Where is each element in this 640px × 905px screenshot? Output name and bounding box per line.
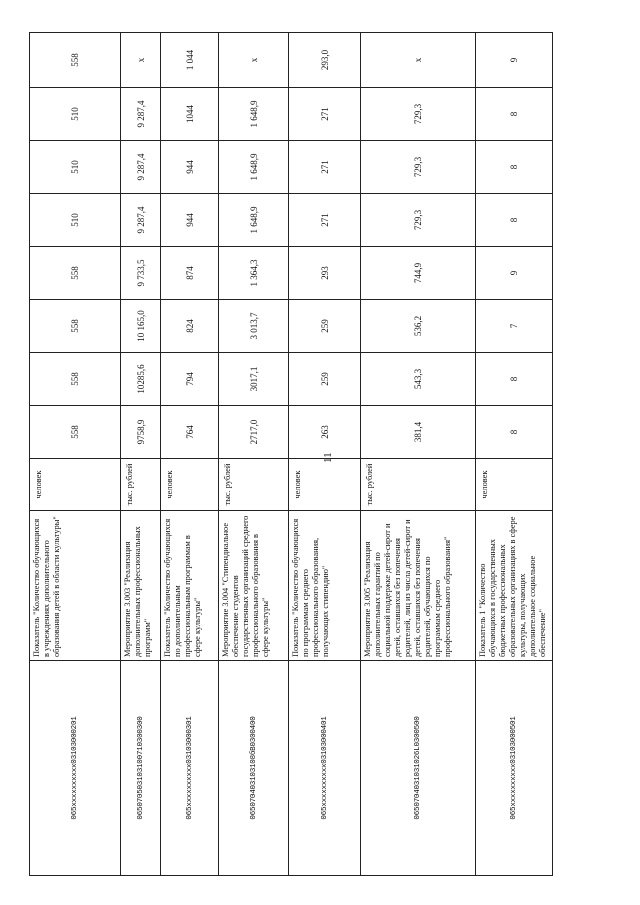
code-digit: 0	[71, 737, 79, 743]
value-cell: 8	[476, 353, 553, 406]
code-digit: x	[320, 793, 329, 799]
value-cell: 729,3	[361, 141, 476, 194]
value-cell: 9 733,5	[121, 247, 161, 300]
code-digit: 1	[136, 746, 145, 751]
code-digit: 0	[71, 746, 79, 751]
code-digit: x	[320, 776, 329, 781]
code-digit: 5	[136, 806, 145, 811]
value-cell: 558	[30, 406, 121, 459]
code-digit: 0	[185, 720, 194, 726]
code-digit: 1	[136, 776, 145, 781]
code-digit: 0	[185, 729, 194, 734]
code-digit: 4	[249, 789, 258, 794]
code-digit: 7	[136, 797, 145, 803]
code-digit: 6	[185, 810, 194, 816]
value-cell: 2717,0	[219, 406, 289, 459]
code-digit: 0	[249, 729, 258, 734]
value-cell: 558	[30, 33, 121, 88]
value-cell: 8	[476, 406, 553, 459]
code-digit: 0	[414, 802, 422, 807]
table-row	[121, 33, 161, 876]
code-digit: 5	[510, 806, 518, 811]
code-digit: 6	[320, 810, 329, 816]
unit-cell: тыс. рублей	[121, 459, 161, 511]
value-cell: 510	[30, 141, 121, 194]
row-name: Показатель "Количество обучающихся в учреждениях дополнительного образования детей в области культуры"	[30, 511, 121, 661]
value-cell: 263	[289, 406, 361, 459]
value-cell: х	[219, 33, 289, 88]
code-digit: 0	[414, 815, 422, 820]
code-digit: 0	[136, 720, 145, 726]
code-digit: 0	[136, 716, 145, 721]
code-digit: x	[185, 780, 194, 786]
code-digit: 3	[136, 724, 145, 730]
code-digit: 3	[136, 780, 145, 786]
code-digit: x	[320, 763, 329, 768]
code-digit: 0	[71, 733, 79, 738]
value-cell: 874	[161, 247, 219, 300]
code-digit: 6	[414, 810, 422, 816]
code-digit: 0	[414, 793, 422, 799]
code-digit: 0	[136, 759, 145, 764]
budget-code	[30, 661, 121, 876]
code-digit: 0	[249, 815, 258, 820]
code-digit: 0	[185, 746, 194, 751]
code-digit: 6	[249, 810, 258, 816]
code-digit: x	[320, 797, 329, 803]
code-digit: 0	[185, 759, 194, 764]
code-digit: 0	[320, 815, 329, 820]
code-digit: 0	[136, 793, 145, 799]
code-digit: 1	[136, 763, 145, 768]
code-digit: 4	[320, 724, 329, 730]
value-cell: 3 013,7	[219, 300, 289, 353]
code-digit: x	[320, 767, 329, 773]
code-digit: 0	[510, 737, 518, 743]
value-cell: 794	[161, 353, 219, 406]
code-digit: 3	[249, 767, 258, 773]
code-digit: 3	[136, 767, 145, 773]
code-digit: 0	[414, 733, 422, 738]
code-digit: 1	[185, 716, 194, 721]
code-digit: x	[510, 797, 518, 803]
row-name: Мероприятие 3.005 "Реализация дополнительных гарантий по социальной поддержке детей-сирот и детей, оставшихся без попечения родителей, лиц из числа детей-сирот и детей, оставшихся без попечения родителей, обучающихся по программам среднего профессионального образования"	[361, 511, 476, 661]
value-cell: 1 648,9	[219, 194, 289, 247]
code-digit: x	[510, 802, 518, 807]
code-digit: x	[71, 789, 79, 794]
code-digit: 1	[414, 776, 422, 781]
code-digit: 1	[320, 750, 329, 756]
code-digit: 0	[185, 737, 194, 743]
code-digit: 7	[414, 797, 422, 803]
code-digit: x	[185, 793, 194, 799]
value-cell: 9758,9	[121, 406, 161, 459]
code-digit: x	[71, 802, 79, 807]
unit-cell: человек	[476, 459, 553, 511]
value-cell: 1 044	[161, 33, 219, 88]
value-cell: 271	[289, 141, 361, 194]
code-digit: 5	[414, 724, 422, 730]
code-digit: 0	[510, 720, 518, 726]
value-cell: 1 364,3	[219, 247, 289, 300]
table-row	[476, 33, 553, 876]
value-cell: 8	[476, 141, 553, 194]
code-digit: 0	[249, 720, 258, 726]
code-digit: 8	[249, 754, 258, 760]
code-digit: 0	[71, 759, 79, 764]
code-digit: 3	[414, 737, 422, 743]
code-digit: 5	[71, 806, 79, 811]
code-digit: 0	[249, 772, 258, 777]
value-cell: 1 648,9	[219, 141, 289, 194]
budget-code	[219, 661, 289, 876]
code-digit: 0	[185, 815, 194, 820]
value-cell: 259	[289, 353, 361, 406]
code-digit: 2	[71, 724, 79, 730]
code-digit: x	[510, 767, 518, 773]
code-digit: 4	[249, 724, 258, 730]
code-digit: 0	[136, 802, 145, 807]
value-cell: 764	[161, 406, 219, 459]
code-digit: 4	[414, 789, 422, 794]
code-digit: x	[510, 780, 518, 786]
value-cell: 293	[289, 247, 361, 300]
code-digit: 3	[185, 741, 194, 747]
code-digit: x	[185, 776, 194, 781]
code-digit: x	[71, 780, 79, 786]
value-cell: 7	[476, 300, 553, 353]
value-cell: 8	[476, 194, 553, 247]
code-digit: 1	[249, 776, 258, 781]
table-row	[161, 33, 219, 876]
code-digit: 3	[185, 754, 194, 760]
code-digit: x	[320, 784, 329, 790]
code-digit: x	[185, 763, 194, 768]
code-digit: 5	[414, 806, 422, 811]
value-cell: 729,3	[361, 194, 476, 247]
value-cell: 9	[476, 33, 553, 88]
value-cell: 944	[161, 194, 219, 247]
code-digit: 6	[71, 810, 79, 816]
code-digit: б	[249, 750, 258, 756]
code-digit: 0	[320, 759, 329, 764]
code-digit: 0	[414, 716, 422, 721]
code-digit: 0	[136, 815, 145, 820]
code-digit: x	[510, 789, 518, 794]
code-digit: x	[510, 793, 518, 799]
code-digit: 1	[320, 716, 329, 721]
code-digit: x	[510, 772, 518, 777]
code-digit: 3	[414, 780, 422, 786]
code-digit: x	[71, 772, 79, 777]
table-row	[289, 33, 361, 876]
code-digit: x	[320, 802, 329, 807]
row-name: Мероприятие 3.003 "Реализация дополнительных профессиональных программ"	[121, 511, 161, 661]
code-digit: 6	[510, 810, 518, 816]
code-digit: x	[71, 763, 79, 768]
value-cell: 3017,1	[219, 353, 289, 406]
value-cell: 9 287,4	[121, 141, 161, 194]
unit-cell: тыс. рублей	[361, 459, 476, 511]
row-name: Показатель 1 "Количество обучающихся в государственных бюджетных профессиональных образовательных организациях в сфере культуры, получающих дополнительное социальное обеспечение"	[476, 511, 553, 661]
code-digit: 0	[249, 759, 258, 764]
code-digit: 0	[510, 746, 518, 751]
value-cell: 8	[476, 88, 553, 141]
table-row	[361, 33, 476, 876]
value-cell: 1 648,9	[219, 88, 289, 141]
code-digit: x	[185, 802, 194, 807]
value-cell: 744,9	[361, 247, 476, 300]
page-number: 11	[322, 452, 334, 463]
row-name: Показатель "Количество обучающихся по программам среднего профессионального образования, получающих стипендию"	[289, 511, 361, 661]
code-digit: 1	[414, 763, 422, 768]
value-cell: 10 165,0	[121, 300, 161, 353]
code-digit: 0	[320, 733, 329, 738]
code-digit: В	[249, 746, 258, 751]
code-digit: x	[320, 789, 329, 794]
code-digit: 5	[136, 789, 145, 794]
code-digit: L	[414, 746, 422, 751]
code-digit: x	[71, 776, 79, 781]
row-name: Показатель "Количество обучающихся по дополнительным профессиональным программам в сфере культуры"	[161, 511, 219, 661]
budget-code	[361, 661, 476, 876]
value-cell: 558	[30, 300, 121, 353]
value-cell: 510	[30, 88, 121, 141]
value-cell: 271	[289, 194, 361, 247]
value-cell: 9 287,4	[121, 88, 161, 141]
code-digit: 1	[510, 750, 518, 756]
code-digit: 0	[320, 720, 329, 726]
code-digit: x	[71, 767, 79, 773]
code-digit: x	[71, 797, 79, 803]
unit-cell: человек	[30, 459, 121, 511]
code-digit: 0	[414, 772, 422, 777]
code-digit: x	[510, 784, 518, 790]
code-digit: 1	[249, 763, 258, 768]
code-digit: 3	[249, 737, 258, 743]
unit-cell: человек	[161, 459, 219, 511]
code-digit: 0	[249, 716, 258, 721]
value-cell: 510	[30, 194, 121, 247]
code-digit: 1	[510, 716, 518, 721]
value-cell: 536,2	[361, 300, 476, 353]
code-digit: 6	[414, 750, 422, 756]
budget-code	[476, 661, 553, 876]
code-digit: x	[185, 772, 194, 777]
value-cell: 1044	[161, 88, 219, 141]
code-digit: 3	[71, 754, 79, 760]
code-digit: x	[71, 784, 79, 790]
code-digit: x	[510, 776, 518, 781]
row-name: Мероприятие 3.004 "Стипендиальное обеспечение студентов государственных организаций среднего профессионального образования в сфере культуры"	[219, 511, 289, 661]
code-digit: 0	[320, 737, 329, 743]
code-digit: 0	[136, 733, 145, 738]
code-digit: x	[185, 789, 194, 794]
code-digit: 0	[71, 815, 79, 820]
code-digit: 3	[320, 741, 329, 747]
table-row	[30, 33, 121, 876]
code-digit: 3	[249, 780, 258, 786]
code-digit: 5	[185, 806, 194, 811]
code-digit: 0	[136, 729, 145, 734]
value-cell: х	[361, 33, 476, 88]
code-digit: 0	[414, 729, 422, 734]
budget-code	[161, 661, 219, 876]
unit-cell: тыс. рублей	[219, 459, 289, 511]
code-digit: 6	[136, 810, 145, 816]
budget-table	[29, 32, 553, 876]
code-digit: 3	[71, 741, 79, 747]
code-digit: 5	[510, 724, 518, 730]
code-digit: 0	[510, 759, 518, 764]
code-digit: 7	[249, 797, 258, 803]
value-cell: 271	[289, 88, 361, 141]
code-digit: 0	[71, 729, 79, 734]
budget-code	[289, 661, 361, 876]
code-digit: 7	[136, 750, 145, 756]
value-cell: 558	[30, 247, 121, 300]
value-cell: 381,4	[361, 406, 476, 459]
code-digit: 0	[136, 772, 145, 777]
code-digit: x	[320, 772, 329, 777]
code-digit: 0	[71, 720, 79, 726]
value-cell: 9	[476, 247, 553, 300]
code-digit: 5	[249, 806, 258, 811]
value-cell: 944	[161, 141, 219, 194]
value-cell: 293,0	[289, 33, 361, 88]
code-digit: 0	[414, 759, 422, 764]
code-digit: x	[510, 763, 518, 768]
table-row	[219, 33, 289, 876]
code-digit: 3	[510, 741, 518, 747]
code-digit: 0	[414, 784, 422, 790]
code-digit: 3	[510, 754, 518, 760]
code-digit: 0	[185, 733, 194, 738]
code-digit: 0	[136, 741, 145, 747]
code-digit: 3	[414, 767, 422, 773]
code-digit: 1	[71, 750, 79, 756]
code-digit: 3	[320, 754, 329, 760]
code-digit: 0	[249, 741, 258, 747]
value-cell: 558	[30, 353, 121, 406]
budget-code	[121, 661, 161, 876]
value-cell: 10285,6	[121, 353, 161, 406]
code-digit: 0	[510, 733, 518, 738]
code-digit: 0	[510, 815, 518, 820]
value-cell: х	[121, 33, 161, 88]
code-digit: 0	[320, 729, 329, 734]
code-digit: 5	[320, 806, 329, 811]
code-digit: 0	[510, 729, 518, 734]
value-cell: 259	[289, 300, 361, 353]
code-digit: 0	[414, 720, 422, 726]
code-digit: 0	[136, 754, 145, 760]
value-cell: 729,3	[361, 88, 476, 141]
code-digit: 3	[185, 724, 194, 730]
code-digit: 0	[136, 784, 145, 790]
value-cell: 9 287,4	[121, 194, 161, 247]
code-digit: 0	[249, 784, 258, 790]
code-digit: 0	[320, 746, 329, 751]
code-digit: x	[320, 780, 329, 786]
code-digit: 0	[249, 802, 258, 807]
code-digit: 3	[136, 737, 145, 743]
code-digit: 0	[249, 793, 258, 799]
code-digit: 1	[71, 716, 79, 721]
code-digit: 0	[249, 733, 258, 738]
code-digit: x	[185, 784, 194, 790]
code-digit: 2	[414, 754, 422, 760]
code-digit: x	[71, 793, 79, 799]
value-cell: 543,3	[361, 353, 476, 406]
code-digit: 0	[414, 741, 422, 747]
code-digit: 1	[185, 750, 194, 756]
code-digit: x	[185, 797, 194, 803]
unit-cell: человек	[289, 459, 361, 511]
code-digit: x	[185, 767, 194, 773]
value-cell: 824	[161, 300, 219, 353]
